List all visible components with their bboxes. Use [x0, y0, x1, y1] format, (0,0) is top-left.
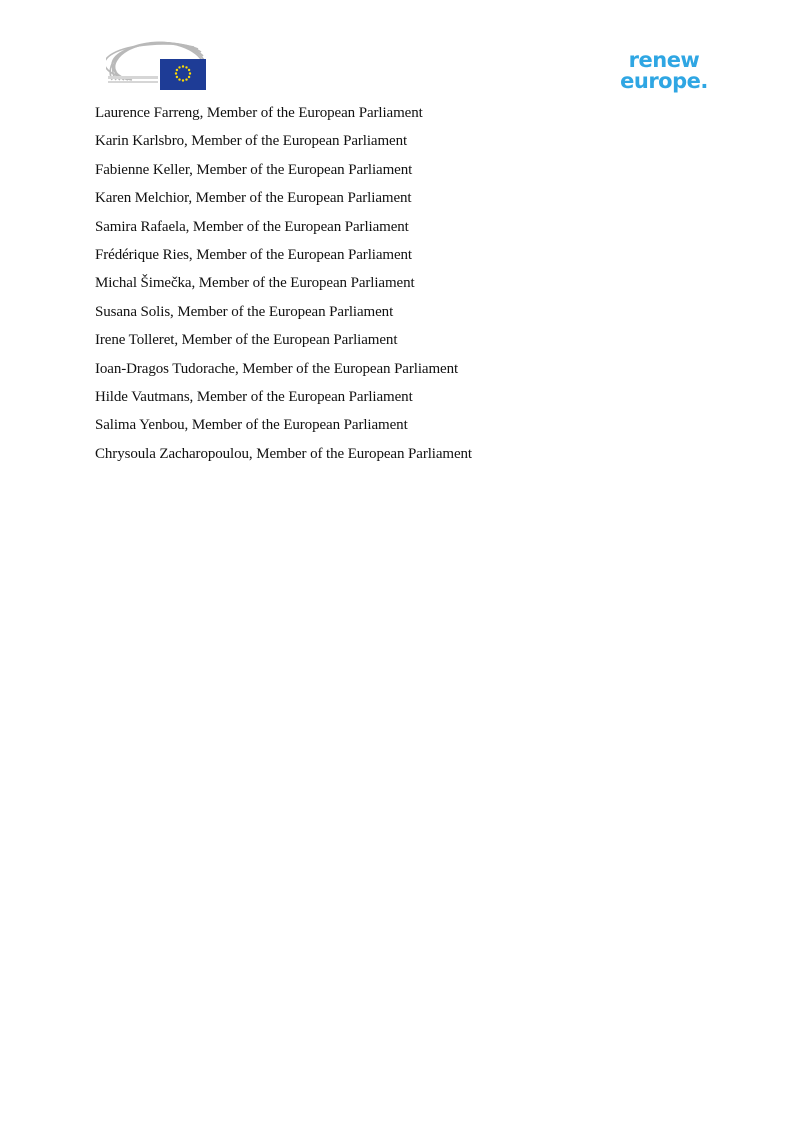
signatory-line: Hilde Vautmans, Member of the European Parliament	[95, 388, 413, 405]
renew-europe-logo	[612, 50, 716, 92]
eu-flag-icon	[160, 59, 206, 90]
signatory-line: Chrysoula Zacharopoulou, Member of the European Parliament	[95, 445, 473, 462]
signatory-line: Samira Rafaela, Member of the European Parliament	[95, 218, 409, 235]
signatory-line: Salima Yenbou, Member of the European Parliament	[95, 417, 408, 434]
signatory-line: Karin Karlsbro, Member of the European Parliament	[95, 133, 408, 150]
signatory-line: Ioan-Dragos Tudorache, Member of the European Parliament	[95, 360, 459, 377]
signatory-line: Karen Melchior, Member of the European Parliament	[95, 190, 412, 207]
signatory-line: Fabienne Keller, Member of the European Parliament	[95, 161, 413, 178]
renew-logo-line1: renew	[628, 48, 700, 72]
signatory-line: Frédérique Ries, Member of the European Parliament	[95, 246, 412, 263]
signatory-list	[95, 99, 715, 468]
european-parliament-logo	[106, 36, 208, 92]
signatory-line: Susana Solis, Member of the European Parliament	[95, 303, 394, 320]
renew-logo-line2: europe.	[620, 69, 708, 93]
signatory-line: Irene Tolleret, Member of the European Parliament	[95, 332, 398, 349]
signatory-line: Michal Šimečka, Member of the European Parliament	[95, 275, 415, 292]
hemicycle-icon	[106, 36, 208, 92]
signatory-line: Laurence Farreng, Member of the European Parliament	[95, 105, 423, 121]
